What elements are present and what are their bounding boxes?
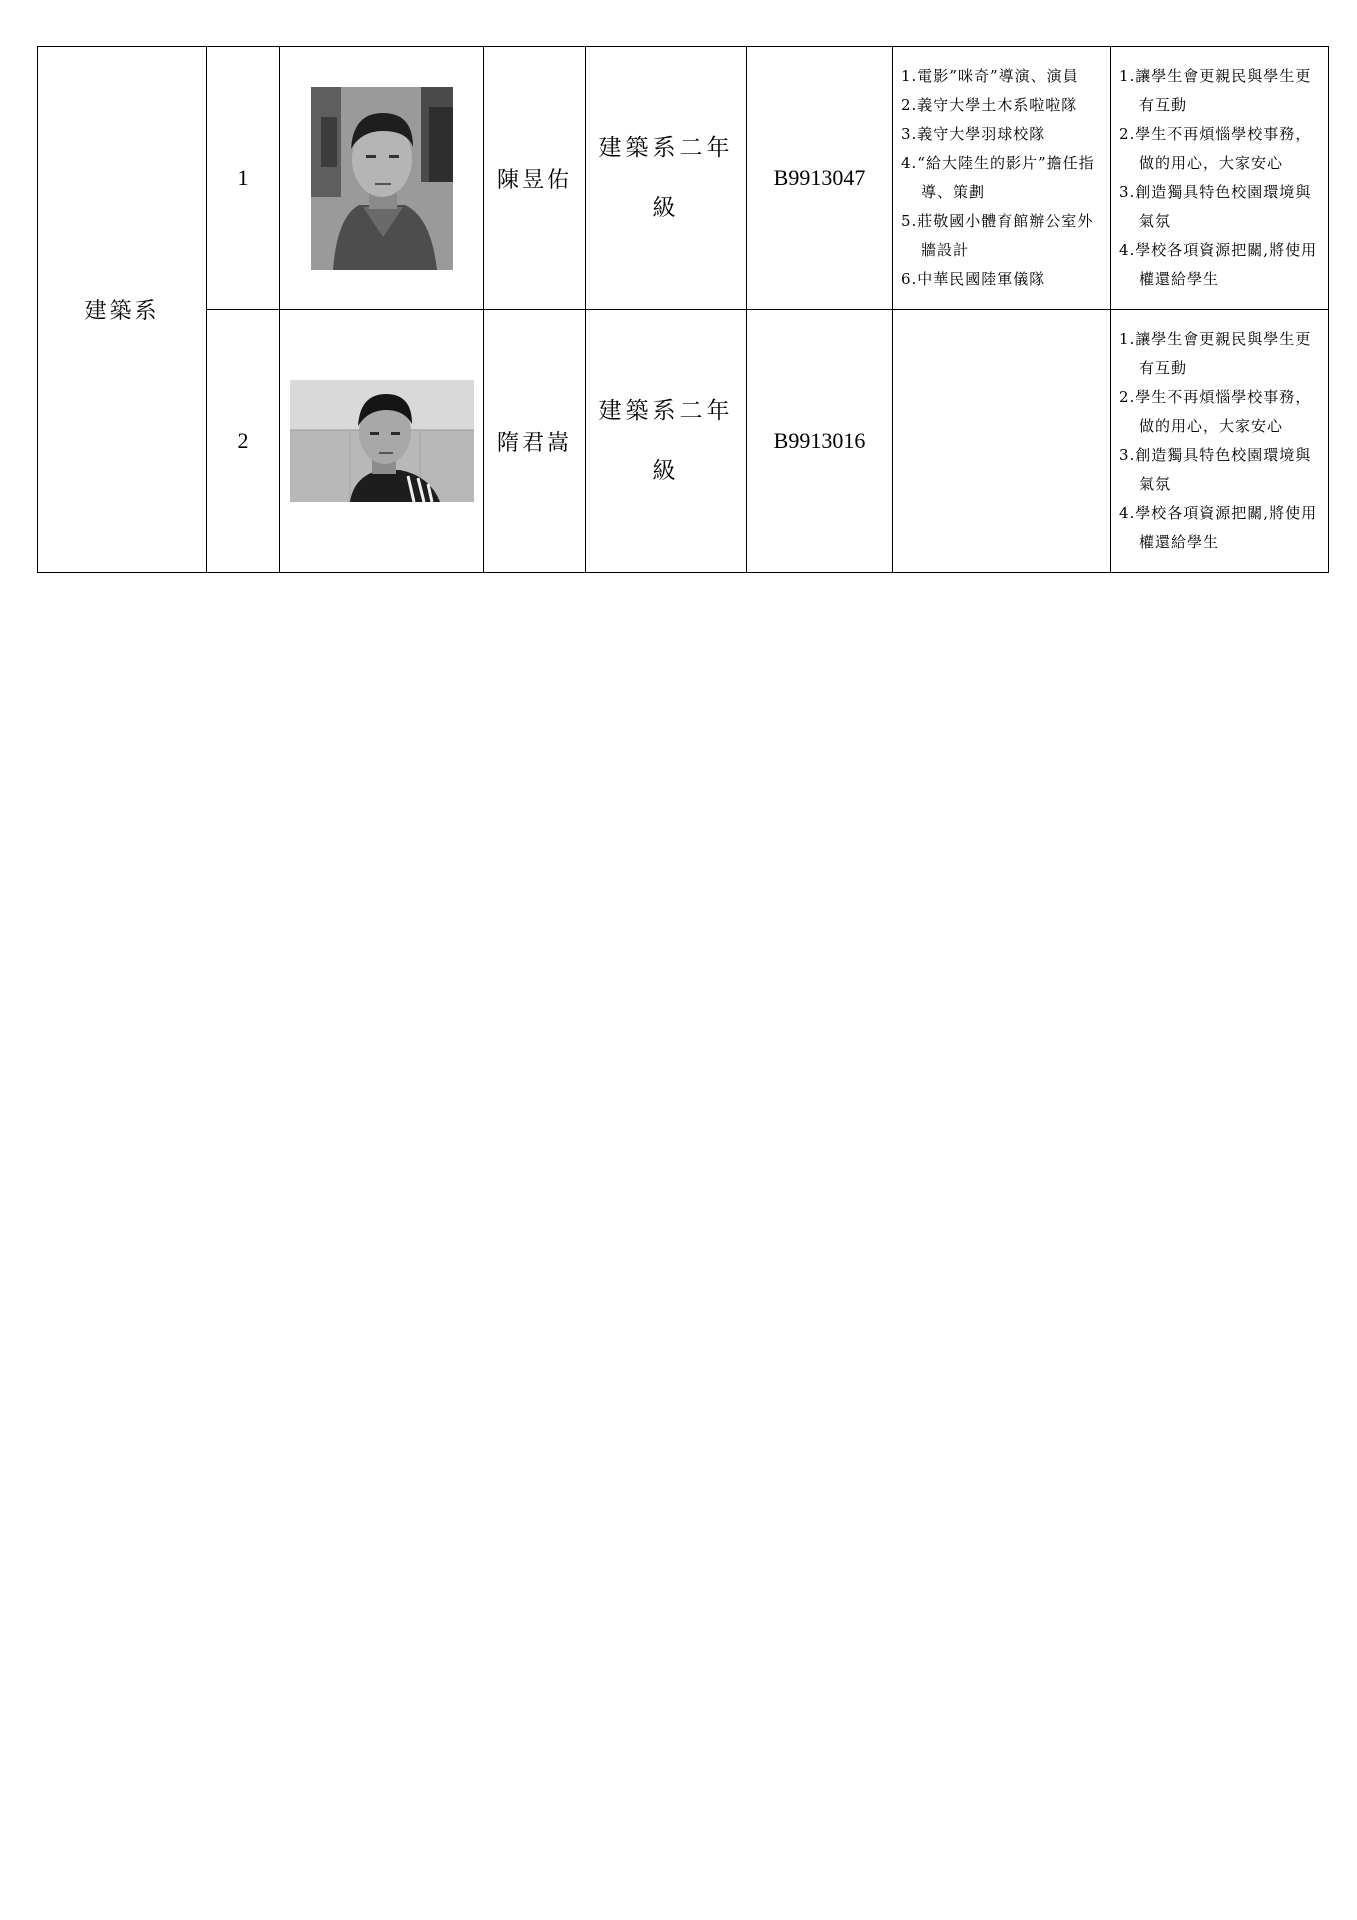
platform-cell — [1111, 310, 1329, 573]
candidate-table — [37, 46, 1329, 573]
candidate-grade: 建築系二年級 — [598, 398, 734, 484]
name-cell — [484, 47, 586, 310]
student-id: B9913047 — [773, 165, 866, 190]
platform-item: 3.創造獨具特色校園環境與氣氛 — [1119, 446, 1312, 493]
experience-cell — [893, 310, 1111, 573]
experience-cell — [893, 47, 1111, 310]
platform-item: 1.讓學生會更親民與學生更有互動 — [1119, 330, 1312, 377]
experience-item: 2.義守大學土木系啦啦隊 — [901, 96, 1078, 114]
platform-item: 2.學生不再煩惱學校事務，做的用心，大家安心 — [1119, 125, 1312, 172]
experience-item: 1.電影”咪奇”導演、演員 — [901, 67, 1079, 85]
candidate-photo — [290, 380, 474, 502]
grade-cell — [586, 310, 747, 573]
platform-item: 3.創造獨具特色校園環境與氣氛 — [1119, 183, 1312, 230]
table-row — [38, 47, 1329, 310]
photo-cell — [280, 47, 484, 310]
student-id-cell — [747, 310, 893, 573]
department-label: 建築系 — [84, 299, 160, 324]
candidate-number: 1 — [237, 165, 249, 190]
platform-item: 4.學校各項資源把關,將使用權還給學生 — [1119, 241, 1318, 288]
experience-item: 6.中華民國陸軍儀隊 — [901, 270, 1046, 288]
grade-cell — [586, 47, 747, 310]
platform-list — [1111, 62, 1328, 294]
student-id: B9913016 — [773, 428, 866, 453]
experience-item: 5.莊敬國小體育館辦公室外牆設計 — [901, 212, 1094, 259]
candidate-grade: 建築系二年級 — [598, 135, 734, 221]
candidate-photo — [311, 87, 453, 270]
department-cell — [38, 47, 207, 573]
experience-item: 3.義守大學羽球校隊 — [901, 125, 1046, 143]
table-row — [38, 310, 1329, 573]
candidate-name: 陳昱佑 — [496, 167, 572, 193]
student-id-cell — [747, 47, 893, 310]
platform-item: 1.讓學生會更親民與學生更有互動 — [1119, 67, 1312, 114]
experience-item: 4.“給大陸生的影片”擔任指導、策劃 — [901, 154, 1095, 201]
candidate-number: 2 — [237, 428, 249, 453]
experience-list — [893, 62, 1110, 294]
platform-cell — [1111, 47, 1329, 310]
platform-list — [1111, 325, 1328, 557]
number-cell — [207, 47, 280, 310]
platform-item: 2.學生不再煩惱學校事務，做的用心，大家安心 — [1119, 388, 1312, 435]
number-cell — [207, 310, 280, 573]
platform-item: 4.學校各項資源把關,將使用權還給學生 — [1119, 504, 1318, 551]
candidate-name: 隋君嵩 — [496, 430, 572, 456]
photo-cell — [280, 310, 484, 573]
name-cell — [484, 310, 586, 573]
